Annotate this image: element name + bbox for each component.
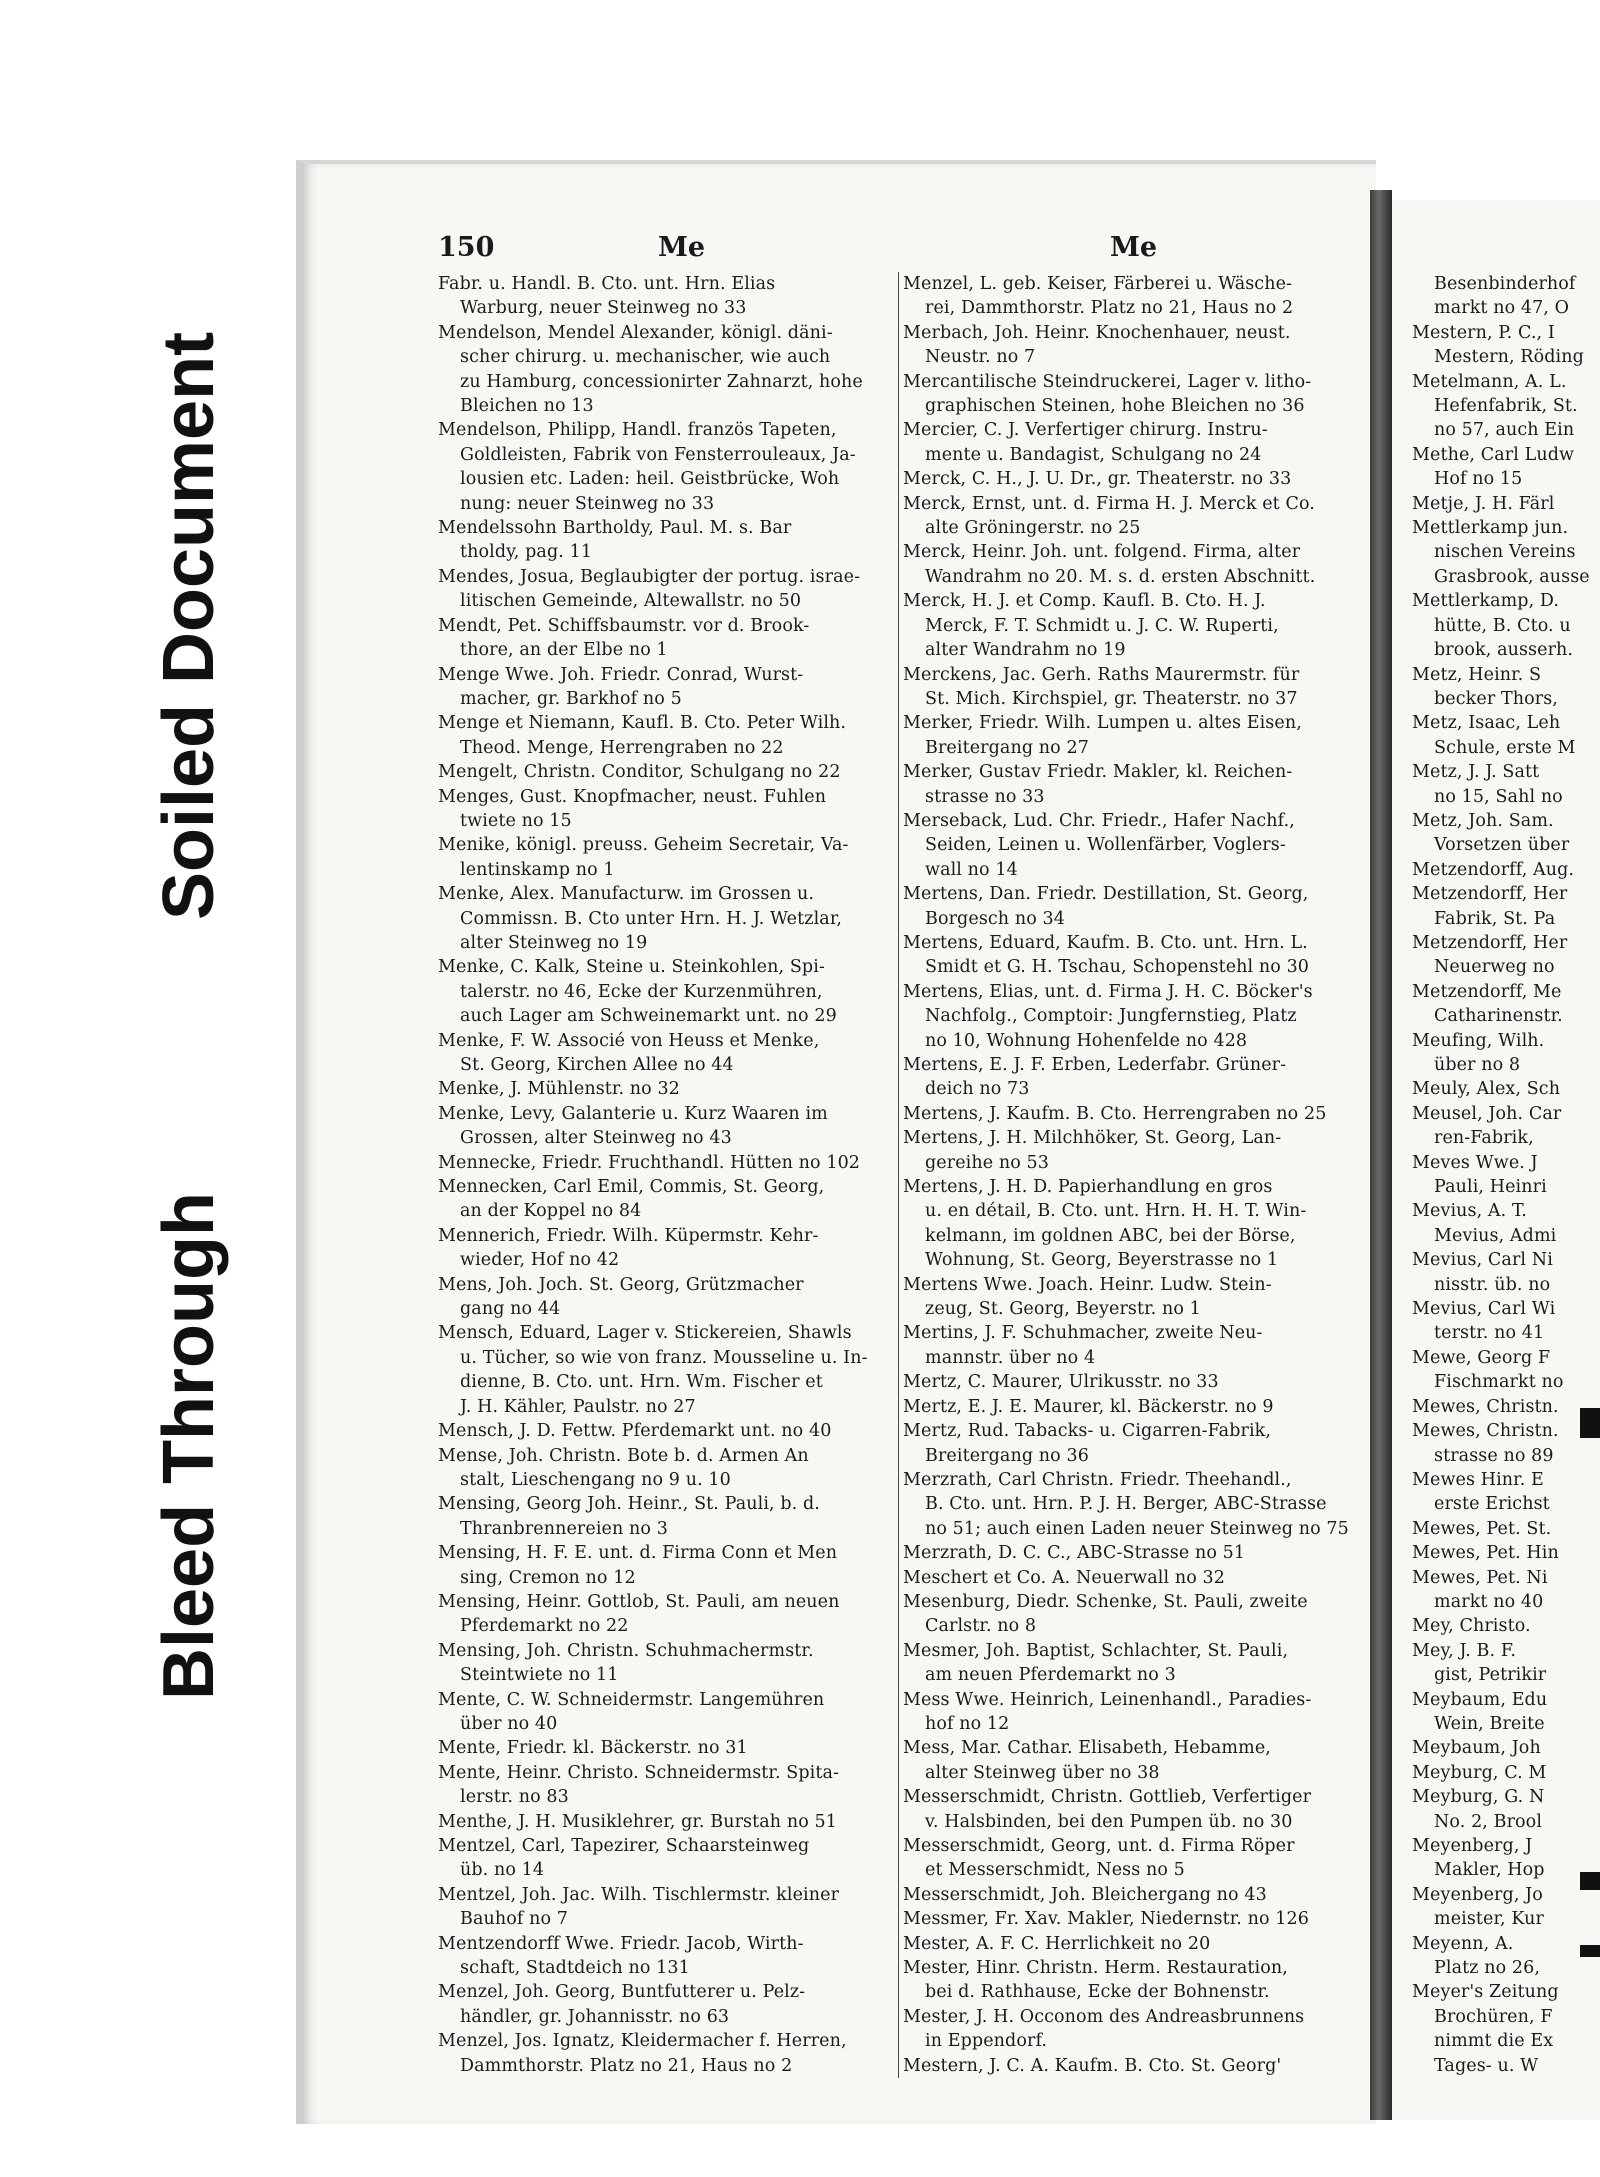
entry-line: Mensing, Joh. Christn. Schuhmachermstr. [438,1640,814,1661]
entry-line: Merseback, Lud. Chr. Friedr., Hafer Nachf., [903,810,1295,831]
entry-continuation-line: litischen Gemeinde, Altewallstr. no 50 [460,591,802,612]
entry-line: Mente, Heinr. Christo. Schneidermstr. Spita- [438,1762,840,1783]
entry-continuation-line: Fabrik, St. Pa [1434,908,1556,929]
entry-continuation-line: Neuerweg no [1434,957,1555,978]
entry-continuation-line: bei d. Rathhause, Ecke der Bohnenstr. [925,1982,1270,2003]
entry-continuation-line: nisstr. üb. no [1434,1274,1551,1295]
entry-line: Mertens, Eduard, Kaufm. B. Cto. unt. Hrn. L. [903,932,1308,953]
entry-continuation-line: Besenbinderhof [1434,274,1576,294]
entry-continuation-line: brook, ausserh. [1434,640,1574,661]
entry-line: Methe, Carl Ludw [1412,444,1575,465]
entry-continuation-line: mannstr. über no 4 [925,1347,1096,1368]
entry-line: Menike, königl. preuss. Geheim Secretair, Va- [438,835,849,856]
entry-line: Mensch, J. D. Fettw. Pferdemarkt unt. no 40 [438,1421,832,1442]
entry-continuation-line: Seiden, Leinen u. Wollenfärber, Voglers- [925,835,1286,856]
entry-continuation-line: markt no 40 [1434,1591,1544,1612]
entry-continuation-line: Grasbrook, ausse [1434,566,1590,587]
entry-line: Messmer, Fr. Xav. Makler, Niedernstr. no 126 [903,1909,1309,1930]
entry-continuation-line: Wohnung, St. Georg, Beyerstrasse no 1 [925,1250,1279,1271]
entry-continuation-line: gang no 44 [460,1299,561,1320]
entry-continuation-line: stalt, Lieschengang no 9 u. 10 [460,1469,731,1490]
entry-line: Mertens Wwe. Joach. Heinr. Ludw. Stein- [903,1274,1272,1295]
entry-continuation-line: erste Erichst [1434,1494,1550,1515]
entry-continuation-line: alte Gröningerstr. no 25 [925,518,1141,539]
entry-line: Mensing, Georg Joh. Heinr., St. Pauli, b. d. [438,1494,820,1515]
entry-continuation-line: graphischen Steinen, hohe Bleichen no 36 [925,396,1305,417]
entry-line: Metz, Isaac, Leh [1412,713,1561,734]
entry-continuation-line: Wandrahm no 20. M. s. d. ersten Abschnitt. [925,566,1316,587]
entry-line: Mey, Christo. [1412,1616,1531,1637]
entry-continuation-line: Catharinenstr. [1434,1006,1563,1027]
entry-continuation-line: alter Wandrahm no 19 [925,640,1126,661]
entry-continuation-line: kelmann, im goldnen ABC, bei der Börse, [925,1225,1296,1246]
entry-continuation-line: deich no 73 [925,1079,1030,1100]
entry-continuation-line: Hefenfabrik, St. [1434,396,1578,417]
entry-line: Mendes, Josua, Beglaubigter der portug. israe- [438,566,861,587]
entry-continuation-line: gist, Petrikir [1434,1665,1547,1686]
entry-line: Merck, C. H., J. U. Dr., gr. Theaterstr. no 33 [903,469,1292,490]
entry-continuation-line: lentinskamp no 1 [460,859,615,880]
entry-continuation-line: Commissn. B. Cto unter Hrn. H. J. Wetzlar, [460,908,843,929]
entry-continuation-line: nimmt die Ex [1434,2031,1554,2052]
entry-line: Mennecken, Carl Emil, Commis, St. Georg, [438,1177,825,1198]
entry-line: Metz, Heinr. S [1412,664,1542,685]
entry-continuation-line: no 10, Wohnung Hohenfelde no 428 [925,1030,1248,1051]
entry-continuation-line: St. Georg, Kirchen Allee no 44 [460,1055,734,1075]
entry-continuation-line: Thranbrennereien no 3 [460,1518,668,1539]
entry-line: Metzendorff, Me [1412,981,1562,1002]
soiled-document-label: Soiled Document [149,331,229,920]
entry-line: Metzendorff, Her [1412,884,1568,905]
entry-line: Fabr. u. Handl. B. Cto. unt. Hrn. Elias [438,274,776,294]
entry-continuation-line: Pauli, Heinri [1434,1177,1547,1198]
entry-line: Mendelson, Philipp, Handl. französ Tapeten, [438,420,837,441]
entry-line: Mester, Hinr. Christn. Herm. Restauration, [903,1958,1288,1979]
entry-continuation-line: Makler, Hop [1434,1860,1545,1881]
entry-continuation-line: hütte, B. Cto. u [1434,615,1571,636]
entry-continuation-line: scher chirurg. u. mechanischer, wie auch [460,347,831,368]
entry-line: Metz, J. J. Satt [1412,762,1540,783]
book-gutter [1370,190,1392,2120]
entry-line: Merck, Heinr. Joh. unt. folgend. Firma, alter [903,542,1301,563]
entry-continuation-line: rei, Dammthorstr. Platz no 21, Haus no 2 [925,298,1294,319]
entry-continuation-line: No. 2, Brool [1434,1811,1543,1832]
entry-line: Mertens, Elias, unt. d. Firma J. H. C. Böcker's [903,981,1313,1002]
entry-continuation-line: Bauhof no 7 [460,1909,569,1930]
entry-continuation-line: J. H. Kähler, Paulstr. no 27 [460,1396,696,1417]
entry-line: Merzrath, Carl Christn. Friedr. Theehandl., [903,1469,1292,1490]
entry-continuation-line: no 15, Sahl no [1434,786,1563,807]
entry-line: Meyer's Zeitung [1412,1982,1559,2003]
entry-line: Mertens, J. H. Milchhöker, St. Georg, Lan- [903,1128,1282,1149]
entry-line: Mettlerkamp, D. [1412,591,1560,612]
entry-line: Mestern, P. C., I [1412,322,1555,343]
entry-continuation-line: becker Thors, [1434,688,1558,709]
entry-line: Mertens, E. J. F. Erben, Lederfabr. Grüner- [903,1055,1287,1075]
entry-continuation-line: Tages- u. W [1434,2055,1539,2076]
entry-line: Mendelson, Mendel Alexander, königl. däni- [438,322,833,343]
entry-continuation-line: Breitergang no 27 [925,737,1089,758]
entry-continuation-line: über no 8 [1434,1055,1521,1075]
entry-continuation-line: Breitergang no 36 [925,1445,1089,1466]
entry-line: Menke, Alex. Manufacturw. im Grossen u. [438,884,815,905]
entry-continuation-line: Fischmarkt no [1434,1372,1564,1393]
entry-continuation-line: Dammthorstr. Platz no 21, Haus no 2 [460,2055,793,2076]
entry-continuation-line: Steintwiete no 11 [460,1665,619,1686]
entry-line: Mewes, Pet. Hin [1412,1543,1559,1564]
entry-continuation-line: lerstr. no 83 [460,1787,569,1808]
entry-line: Merker, Friedr. Wilh. Lumpen u. altes Eisen, [903,713,1302,734]
entry-continuation-line: Mestern, Röding [1434,347,1584,368]
entry-line: Meybaum, Edu [1412,1689,1548,1710]
entry-line: Menthe, J. H. Musiklehrer, gr. Burstah no 51 [438,1811,837,1832]
entry-continuation-line: v. Halsbinden, bei den Pumpen üb. no 30 [925,1811,1293,1832]
entry-line: Mess, Mar. Cathar. Elisabeth, Hebamme, [903,1738,1271,1759]
entry-continuation-line: wall no 14 [925,859,1018,880]
entry-line: Mensing, Heinr. Gottlob, St. Pauli, am neuen [438,1591,840,1612]
entry-line: Mensch, Eduard, Lager v. Stickereien, Shawls [438,1323,852,1344]
entry-line: Mettlerkamp jun. [1412,518,1569,539]
entry-line: Metz, Joh. Sam. [1412,810,1554,831]
entry-continuation-line: zu Hamburg, concessionirter Zahnarzt, hohe [460,371,863,392]
entry-line: Mewes, Christn. [1412,1421,1559,1442]
entry-continuation-line: gereihe no 53 [925,1152,1050,1173]
entry-continuation-line: terstr. no 41 [1434,1323,1545,1344]
entry-line: Metelmann, A. L. [1412,371,1567,392]
entry-continuation-line: hof no 12 [925,1713,1010,1734]
entry-line: Mevius, Carl Ni [1412,1250,1553,1271]
entry-line: Menke, C. Kalk, Steine u. Steinkohlen, Spi- [438,957,825,978]
entry-continuation-line: markt no 47, O [1434,298,1570,319]
entry-line: Mester, A. F. C. Herrlichkeit no 20 [903,1933,1211,1954]
entry-continuation-line: nung: neuer Steinweg no 33 [460,493,715,514]
entry-continuation-line: lousien etc. Laden: heil. Geistbrücke, Woh [460,469,840,490]
entry-continuation-line: auch Lager am Schweinemarkt unt. no 29 [460,1006,837,1027]
entry-continuation-line: zeug, St. Georg, Beyerstr. no 1 [925,1299,1201,1320]
entry-continuation-line: Smidt et G. H. Tschau, Schopenstehl no 30 [925,957,1310,978]
entry-line: Mestern, J. C. A. Kaufm. B. Cto. St. Georg' [903,2055,1282,2076]
entry-line: Metzendorff, Aug. [1412,859,1575,880]
entry-line: Mercier, C. J. Verfertiger chirurg. Instru- [903,420,1268,441]
entry-continuation-line: Platz no 26, [1434,1958,1541,1979]
entry-line: Mendelssohn Bartholdy, Paul. M. s. Bar [438,518,792,539]
entry-continuation-line: Borgesch no 34 [925,908,1065,929]
entry-continuation-line: Pferdemarkt no 22 [460,1616,629,1637]
entry-continuation-line: am neuen Pferdemarkt no 3 [925,1665,1176,1686]
entry-line: Mengelt, Christn. Conditor, Schulgang no 22 [438,762,841,783]
entry-line: Meschert et Co. A. Neuerwall no 32 [903,1567,1225,1588]
entry-continuation-line: Mevius, Admi [1434,1225,1557,1246]
entry-continuation-line: Wein, Breite [1434,1713,1545,1734]
entry-line: Menke, J. Mühlenstr. no 32 [438,1079,680,1100]
entry-line: Mewes, Pet. St. [1412,1518,1552,1539]
entry-continuation-line: mente u. Bandagist, Schulgang no 24 [925,444,1262,465]
entry-continuation-line: Vorsetzen über [1434,835,1570,856]
entry-continuation-line: dienne, B. Cto. unt. Hrn. Wm. Fischer et [460,1372,823,1393]
entry-continuation-line: meister, Kur [1434,1909,1545,1930]
entry-line: Mertens, Dan. Friedr. Destillation, St. Georg, [903,884,1309,905]
entry-line: Merckens, Jac. Gerh. Raths Maurermstr. für [903,664,1300,685]
entry-continuation-line: B. Cto. unt. Hrn. P. J. H. Berger, ABC-Strasse [925,1494,1327,1515]
entry-continuation-line: Warburg, neuer Steinweg no 33 [460,298,747,319]
entry-line: Mertz, C. Maurer, Ulrikusstr. no 33 [903,1372,1219,1393]
entry-line: Mertens, J. H. D. Papierhandlung en gros [903,1177,1273,1198]
entry-continuation-line: tholdy, pag. 11 [460,542,593,563]
entry-continuation-line: macher, gr. Barkhof no 5 [460,688,682,709]
entry-continuation-line: talerstr. no 46, Ecke der Kurzenmühren, [460,981,823,1002]
entry-continuation-line: über no 40 [460,1713,558,1734]
entry-continuation-line: alter Steinweg über no 38 [925,1762,1160,1783]
entry-continuation-line: u. en détail, B. Cto. unt. Hrn. H. H. T. Win- [925,1201,1307,1222]
entry-line: Mevius, A. T. [1412,1201,1527,1222]
entry-line: Meuly, Alex, Sch [1412,1079,1561,1100]
entry-line: Mente, Friedr. kl. Bäckerstr. no 31 [438,1738,748,1759]
entry-line: Mensing, H. F. E. unt. d. Firma Conn et Men [438,1543,838,1564]
directory-column-2 [898,272,1361,2078]
entry-line: Mertens, J. Kaufm. B. Cto. Herrengraben no 25 [903,1103,1327,1124]
entry-line: Mewes Hinr. E [1412,1469,1544,1490]
entry-line: Menge Wwe. Joh. Friedr. Conrad, Wurst- [438,664,804,685]
entry-continuation-line: alter Steinweg no 19 [460,932,648,953]
entry-line: Mense, Joh. Christn. Bote b. d. Armen An [438,1445,809,1466]
entry-line: Messerschmidt, Georg, unt. d. Firma Röper [903,1836,1295,1856]
entry-line: Meyenberg, Jo [1412,1884,1543,1905]
entry-line: Mesenburg, Diedr. Schenke, St. Pauli, zweite [903,1591,1308,1612]
entry-line: Mey, J. B. F. [1412,1640,1517,1661]
entry-line: Mentzendorff Wwe. Friedr. Jacob, Wirth- [438,1933,804,1954]
entry-continuation-line: sing, Cremon no 12 [460,1567,636,1588]
entry-continuation-line: Nachfolg., Comptoir: Jungfernstieg, Platz [925,1006,1297,1027]
entry-line: Meves Wwe. J [1412,1152,1538,1173]
entry-continuation-line: Hof no 15 [1434,469,1523,490]
entry-line: Mess Wwe. Heinrich, Leinenhandl., Paradies- [903,1689,1312,1710]
entry-continuation-line: strasse no 89 [1434,1445,1554,1466]
entry-line: Meybaum, Joh [1412,1738,1541,1759]
entry-line: Mens, Joh. Joch. St. Georg, Grützmacher [438,1274,804,1295]
entry-line: Mennecke, Friedr. Fruchthandl. Hütten no 102 [438,1152,861,1173]
entry-line: Menke, F. W. Associé von Heuss et Menke, [438,1030,820,1051]
entry-line: Metzendorff, Her [1412,932,1568,953]
entry-line: Mercantilische Steindruckerei, Lager v. litho- [903,371,1312,392]
entry-continuation-line: thore, an der Elbe no 1 [460,640,668,661]
entry-line: Mentzel, Carl, Tapezirer, Schaarsteinweg [438,1836,810,1856]
entry-continuation-line: Theod. Menge, Herrengraben no 22 [460,737,784,758]
running-head-left: Me [658,232,706,263]
entry-line: Menges, Gust. Knopfmacher, neust. Fuhlen [438,786,827,807]
entry-continuation-line: schaft, Stadtdeich no 131 [460,1958,690,1979]
entry-line: Meusel, Joh. Car [1412,1103,1562,1124]
entry-line: Messerschmidt, Christn. Gottlieb, Verfertiger [903,1787,1312,1808]
entry-continuation-line: in Eppendorf. [925,2031,1048,2052]
entry-line: Meyenberg, J [1412,1836,1533,1856]
entry-line: Mester, J. H. Occonom des Andreasbrunnens [903,2006,1305,2027]
entry-line: Menge et Niemann, Kaufl. B. Cto. Peter Wilh. [438,713,847,734]
entry-continuation-line: händler, gr. Johannisstr. no 63 [460,2006,730,2027]
entry-line: Meyburg, G. N [1412,1787,1545,1808]
entry-line: Merker, Gustav Friedr. Makler, kl. Reichen- [903,762,1293,783]
entry-continuation-line: Carlstr. no 8 [925,1616,1037,1637]
entry-line: Metje, J. H. Färl [1412,493,1555,514]
entry-line: Menzel, L. geb. Keiser, Färberei u. Wäsche- [903,274,1293,294]
entry-line: Mertz, Rud. Tabacks- u. Cigarren-Fabrik, [903,1421,1272,1442]
entry-continuation-line: et Messerschmidt, Ness no 5 [925,1860,1185,1881]
entry-line: Mewes, Christn. [1412,1396,1559,1417]
entry-line: Mesmer, Joh. Baptist, Schlachter, St. Pauli, [903,1640,1289,1661]
entry-line: Merbach, Joh. Heinr. Knochenhauer, neust. [903,322,1291,343]
entry-line: Meyburg, C. M [1412,1762,1547,1783]
entry-line: Menzel, Jos. Ignatz, Kleidermacher f. Herren, [438,2031,847,2052]
entry-continuation-line: wieder, Hof no 42 [460,1250,620,1271]
entry-continuation-line: u. Tücher, so wie von franz. Mousseline u. In- [460,1347,868,1368]
entry-continuation-line: twiete no 15 [460,810,572,831]
entry-line: Merck, Ernst, unt. d. Firma H. J. Merck et Co. [903,493,1315,514]
entry-line: Merzrath, D. C. C., ABC-Strasse no 51 [903,1543,1246,1564]
entry-line: Mendt, Pet. Schiffsbaumstr. vor d. Brook- [438,615,810,636]
entry-continuation-line: Schule, erste M [1434,737,1576,758]
entry-continuation-line: Brochüren, F [1434,2006,1553,2027]
entry-line: Menke, Levy, Galanterie u. Kurz Waaren im [438,1103,828,1124]
entry-continuation-line: Merck, F. T. Schmidt u. J. C. W. Ruperti, [925,615,1279,636]
directory-column-1 [438,272,886,2078]
entry-continuation-line: Neustr. no 7 [925,347,1036,368]
entry-line: Mewe, Georg F [1412,1347,1551,1368]
directory-column-3 [1412,272,1600,2078]
entry-line: Mertins, J. F. Schuhmacher, zweite Neu- [903,1323,1263,1344]
entry-continuation-line: Goldleisten, Fabrik von Fensterrouleaux, Ja- [460,444,856,465]
bleed-through-label: Bleed Through [149,1192,229,1700]
entry-continuation-line: ren-Fabrik, [1434,1128,1534,1149]
entry-continuation-line: an der Koppel no 84 [460,1201,642,1222]
entry-continuation-line: üb. no 14 [460,1860,545,1881]
entry-line: Merck, H. J. et Comp. Kaufl. B. Cto. H. J. [903,591,1266,612]
running-head-right: Me [1110,232,1158,263]
entry-continuation-line: Bleichen no 13 [460,396,594,417]
entry-line: Mertz, E. J. E. Maurer, kl. Bäckerstr. no 9 [903,1396,1274,1417]
entry-continuation-line: no 51; auch einen Laden neuer Steinweg no 75 [925,1518,1349,1539]
entry-line: Menzel, Joh. Georg, Buntfutterer u. Pelz- [438,1982,806,2003]
entry-continuation-line: St. Mich. Kirchspiel, gr. Theaterstr. no 37 [925,688,1298,709]
entry-line: Mennerich, Friedr. Wilh. Küpermstr. Kehr- [438,1225,819,1246]
entry-line: Messerschmidt, Joh. Bleichergang no 43 [903,1884,1267,1905]
entry-continuation-line: no 57, auch Ein [1434,420,1575,441]
entry-continuation-line: strasse no 33 [925,786,1045,807]
page-number: 150 [438,232,495,263]
entry-line: Meyenn, A. [1412,1933,1514,1954]
entry-continuation-line: Grossen, alter Steinweg no 43 [460,1128,732,1149]
entry-line: Mevius, Carl Wi [1412,1299,1556,1320]
entry-line: Mente, C. W. Schneidermstr. Langemühren [438,1689,825,1710]
entry-line: Mentzel, Joh. Jac. Wilh. Tischlermstr. kleiner [438,1884,840,1905]
entry-line: Mewes, Pet. Ni [1412,1567,1548,1588]
entry-line: Meufing, Wilh. [1412,1030,1545,1051]
entry-continuation-line: nischen Vereins [1434,542,1576,563]
